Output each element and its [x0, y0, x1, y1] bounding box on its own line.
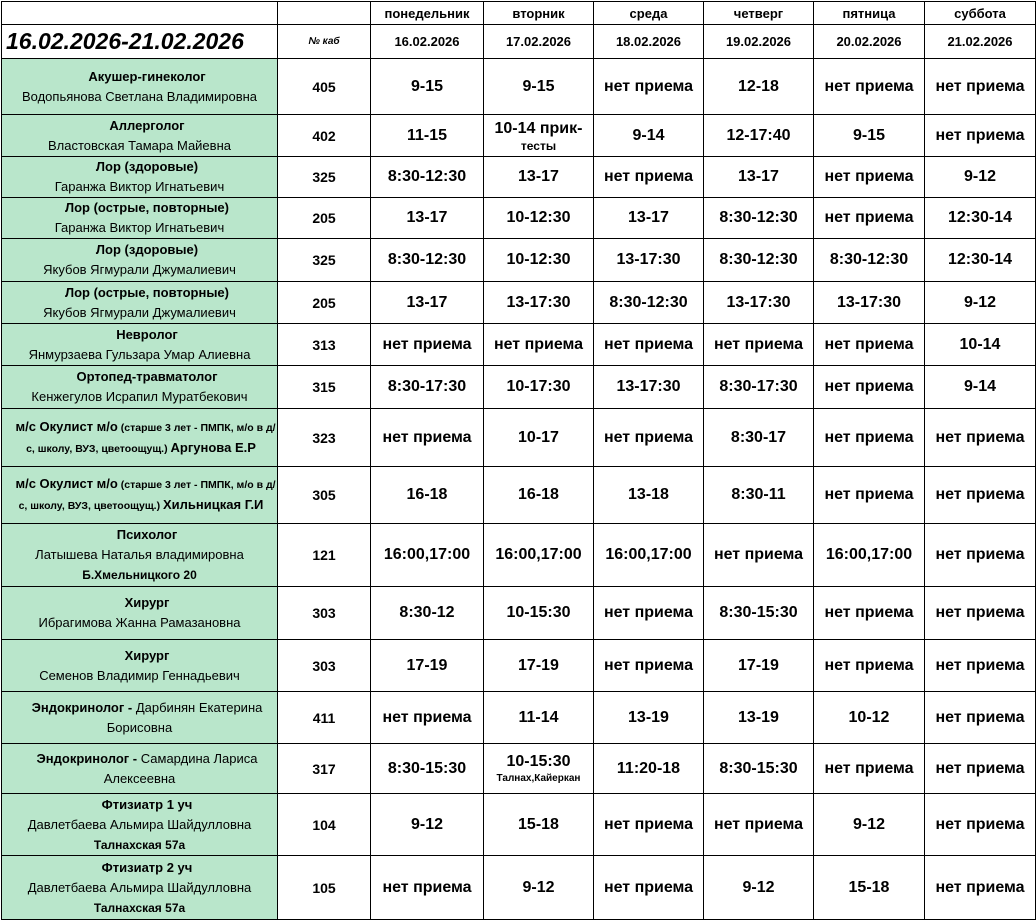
table-row — [2, 366, 1036, 409]
schedule-cell: нет приема — [814, 744, 925, 794]
doctor-cell — [2, 115, 278, 157]
schedule-cell: 10-12:30 — [484, 198, 594, 239]
doctor-name: Дарбинян Екатерина — [135, 699, 263, 715]
schedule-cell: нет приема — [925, 744, 1036, 794]
schedule-cell: 13-18 — [594, 467, 704, 524]
schedule-cell: 10-17 — [484, 409, 594, 467]
schedule-value: 10-15:30 — [506, 753, 571, 770]
schedule-cell: 10-15:30 — [484, 587, 594, 640]
schedule-cell: 17-19 — [484, 640, 594, 692]
cabinet-number: 317 — [278, 744, 371, 794]
schedule-cell: 10-12 — [814, 692, 925, 744]
schedule-cell: 13-17:30 — [484, 282, 594, 324]
table-row — [2, 744, 1036, 794]
specialty: Хирург — [124, 595, 170, 610]
specialty-note: (старше 3 лет - ПМПК, м/о в д/с, школу, ВУЗ, цветоощущ.) — [18, 479, 276, 512]
cabinet-number: 325 — [278, 239, 371, 282]
table-row — [2, 409, 1036, 467]
schedule-cell: 13-17:30 — [704, 282, 814, 324]
schedule-cell: нет приема — [594, 409, 704, 467]
schedule-cell: 8:30-12:30 — [814, 239, 925, 282]
schedule-cell: 16-18 — [484, 467, 594, 524]
schedule-cell: 12-17:40 — [704, 115, 814, 157]
specialty: Психолог — [116, 527, 178, 542]
schedule-cell: 13-17:30 — [594, 239, 704, 282]
doctor-name: Аргунова Е.Р — [170, 439, 256, 455]
doctor-cell — [2, 692, 278, 744]
schedule-cell: 9-12 — [925, 157, 1036, 198]
cabinet-number: 303 — [278, 640, 371, 692]
table-row — [2, 115, 1036, 157]
cabinet-number: 305 — [278, 467, 371, 524]
schedule-cell: 9-15 — [371, 59, 484, 115]
schedule-cell: 17-19 — [704, 640, 814, 692]
schedule-cell: 9-15 — [814, 115, 925, 157]
doctor-name: Давлетбаева Альмира Шайдулловна — [27, 816, 252, 832]
cabinet-number: 323 — [278, 409, 371, 467]
doctor-name: Властовская Тамара Майевна — [48, 137, 231, 153]
specialty: Невролог — [116, 326, 178, 342]
doctor-name: Гаранжа Виктор Игнатьевич — [54, 179, 225, 194]
address: Талнахская 57а — [93, 900, 186, 915]
day-name: суббота — [925, 2, 1036, 25]
schedule-cell: 11-14 — [484, 692, 594, 744]
schedule-cell: 16:00,17:00 — [371, 524, 484, 587]
specialty: Эндокринолог - — [31, 699, 133, 715]
schedule-cell: 9-14 — [925, 366, 1036, 409]
doctor-cell — [2, 524, 278, 587]
address: Талнахская 57а — [93, 837, 186, 852]
schedule-cell: 8:30-12 — [371, 587, 484, 640]
schedule-cell: 10-14 — [925, 324, 1036, 366]
doctor-name: Семенов Владимир Геннадьевич — [39, 667, 240, 683]
schedule-cell: нет приема — [925, 856, 1036, 920]
schedule-cell: 16:00,17:00 — [484, 524, 594, 587]
schedule-cell: нет приема — [814, 409, 925, 467]
schedule-cell: нет приема — [814, 640, 925, 692]
cabinet-number: 205 — [278, 282, 371, 324]
schedule-cell: 10-17:30 — [484, 366, 594, 409]
schedule-cell: 8:30-12:30 — [704, 198, 814, 239]
day-name: среда — [594, 2, 704, 25]
blank-cell — [278, 2, 371, 25]
schedule-cell: 8:30-12:30 — [371, 239, 484, 282]
cabinet-number: 205 — [278, 198, 371, 239]
cabinet-header: № каб — [278, 25, 371, 59]
schedule-cell: нет приема — [704, 524, 814, 587]
schedule-cell: 16-18 — [371, 467, 484, 524]
day-date: 21.02.2026 — [925, 25, 1036, 59]
schedule-cell: 11-15 — [371, 115, 484, 157]
table-row — [2, 282, 1036, 324]
doctor-cell — [2, 467, 278, 524]
doctor-cell — [2, 239, 278, 282]
day-name: понедельник — [371, 2, 484, 25]
schedule-cell: 8:30-12:30 — [594, 282, 704, 324]
schedule-cell: 8:30-15:30 — [704, 744, 814, 794]
table-row — [2, 524, 1036, 587]
specialty: Фтизиатр 2 уч — [101, 859, 193, 875]
doctor-name-cont: Борисовна — [106, 719, 173, 735]
specialty: Аллерголог — [109, 117, 185, 133]
cabinet-number: 121 — [278, 524, 371, 587]
doctor-name: Кенжегулов Исрапил Муратбекович — [31, 389, 248, 404]
specialty: Эндокринолог - — [36, 750, 138, 766]
schedule-cell: нет приема — [925, 467, 1036, 524]
cabinet-number: 402 — [278, 115, 371, 157]
schedule-cell: 16:00,17:00 — [814, 524, 925, 587]
doctor-cell — [2, 640, 278, 692]
schedule-value: 10-14 прик- — [494, 119, 583, 137]
doctor-name: Якубов Ягмурали Джумалиевич — [43, 262, 236, 277]
schedule-cell: нет приема — [814, 157, 925, 198]
schedule-cell: нет приема — [594, 794, 704, 856]
specialty: м/с Окулист м/о — [15, 418, 118, 434]
table-row — [2, 692, 1036, 744]
doctor-cell — [2, 366, 278, 409]
schedule-cell: 9-12 — [814, 794, 925, 856]
doctor-cell — [2, 587, 278, 640]
schedule-cell: нет приема — [371, 324, 484, 366]
schedule-cell: 13-17 — [371, 198, 484, 239]
schedule-cell: 9-12 — [704, 856, 814, 920]
schedule-cell: 13-19 — [594, 692, 704, 744]
table-row — [2, 324, 1036, 366]
specialty: Лор (здоровые) — [95, 159, 199, 174]
specialty-note: (старше 3 лет - ПМПК, м/о в д/с, школу, ВУЗ, цветоощущ.) — [26, 421, 276, 455]
schedule-cell: 10-12:30 — [484, 239, 594, 282]
doctor-cell — [2, 157, 278, 198]
doctor-cell — [2, 794, 278, 856]
table-row — [2, 198, 1036, 239]
doctor-cell — [2, 324, 278, 366]
doctor-name: Латышева Наталья владимировна — [35, 547, 244, 562]
doctor-name: Водопьянова Светлана Владимировна — [21, 88, 258, 104]
header-days-row — [2, 2, 1036, 25]
doctor-cell — [2, 409, 278, 467]
schedule-cell: нет приема — [594, 324, 704, 366]
cabinet-number: 411 — [278, 692, 371, 744]
schedule-cell: 16:00,17:00 — [594, 524, 704, 587]
schedule-cell: 8:30-17:30 — [371, 366, 484, 409]
doctor-name: Янмурзаева Гульзара Умар Алиевна — [28, 346, 251, 362]
schedule-cell: 13-17 — [704, 157, 814, 198]
schedule-cell: 8:30-15:30 — [371, 744, 484, 794]
specialty: Ортопед-травматолог — [76, 369, 218, 384]
table-row — [2, 794, 1036, 856]
doctor-cell — [2, 198, 278, 239]
schedule-cell: 8:30-12:30 — [704, 239, 814, 282]
schedule-cell: нет приема — [594, 640, 704, 692]
doctor-name: Гаранжа Виктор Игнатьевич — [54, 220, 225, 235]
schedule-cell: 15-18 — [484, 794, 594, 856]
cabinet-number: 104 — [278, 794, 371, 856]
schedule-cell: 8:30-17 — [704, 409, 814, 467]
specialty: Лор (острые, повторные) — [64, 284, 229, 300]
schedule-cell: нет приема — [925, 409, 1036, 467]
table-row — [2, 157, 1036, 198]
schedule-cell: нет приема — [594, 587, 704, 640]
cabinet-number: 105 — [278, 856, 371, 920]
schedule-cell: нет приема — [925, 794, 1036, 856]
specialty: Лор (здоровые) — [95, 242, 199, 257]
schedule-cell: 9-14 — [594, 115, 704, 157]
schedule-cell: нет приема — [484, 324, 594, 366]
day-name: пятница — [814, 2, 925, 25]
schedule-cell: 8:30-15:30 — [704, 587, 814, 640]
table-row — [2, 587, 1036, 640]
specialty: Лор (острые, повторные) — [64, 200, 229, 215]
schedule-cell: 13-19 — [704, 692, 814, 744]
cabinet-number: 313 — [278, 324, 371, 366]
schedule-cell: 12:30-14 — [925, 239, 1036, 282]
schedule-cell: нет приема — [814, 324, 925, 366]
schedule-cell: 13-17:30 — [814, 282, 925, 324]
schedule-note: Талнах,Кайеркан — [496, 773, 581, 784]
doctor-cell — [2, 744, 278, 794]
doctor-name: Самардина Лариса — [140, 750, 258, 766]
schedule-cell: 9-12 — [484, 856, 594, 920]
schedule-cell: 12:30-14 — [925, 198, 1036, 239]
schedule-cell: нет приема — [814, 587, 925, 640]
schedule-cell: 13-17 — [484, 157, 594, 198]
schedule-cell: 13-17:30 — [594, 366, 704, 409]
schedule-cell: нет приема — [814, 59, 925, 115]
schedule-cell: нет приема — [925, 115, 1036, 157]
period-title: 16.02.2026-21.02.2026 — [2, 25, 278, 59]
doctor-name: Ибрагимова Жанна Рамазановна — [38, 615, 241, 630]
schedule-cell: 8:30-12:30 — [371, 157, 484, 198]
day-name: четверг — [704, 2, 814, 25]
cabinet-number: 405 — [278, 59, 371, 115]
schedule-cell: нет приема — [594, 856, 704, 920]
schedule-cell: 8:30-11 — [704, 467, 814, 524]
schedule-cell: 9-12 — [925, 282, 1036, 324]
doctor-cell — [2, 282, 278, 324]
header-dates-row — [2, 25, 1036, 59]
table-row — [2, 640, 1036, 692]
day-date: 17.02.2026 — [484, 25, 594, 59]
doctor-cell — [2, 59, 278, 115]
doctor-name: Давлетбаева Альмира Шайдулловна — [27, 879, 252, 895]
schedule-cell: нет приема — [371, 692, 484, 744]
schedule-cell: 17-19 — [371, 640, 484, 692]
specialty: м/с Окулист м/о — [15, 476, 118, 491]
doctor-name: Хильницкая Г.И — [163, 497, 264, 512]
schedule-cell: нет приема — [594, 157, 704, 198]
schedule-cell: 11:20-18 — [594, 744, 704, 794]
doctor-cell — [2, 856, 278, 920]
schedule-cell: нет приема — [594, 59, 704, 115]
schedule-cell: 12-18 — [704, 59, 814, 115]
cabinet-number: 303 — [278, 587, 371, 640]
day-date: 16.02.2026 — [371, 25, 484, 59]
schedule-cell: нет приема — [925, 587, 1036, 640]
schedule-note: тесты — [520, 138, 557, 153]
cabinet-number: 315 — [278, 366, 371, 409]
schedule-cell: нет приема — [704, 794, 814, 856]
schedule-cell — [484, 115, 594, 157]
day-date: 18.02.2026 — [594, 25, 704, 59]
day-date: 19.02.2026 — [704, 25, 814, 59]
schedule-cell: 9-12 — [371, 794, 484, 856]
table-row — [2, 856, 1036, 920]
schedule-cell: 9-15 — [484, 59, 594, 115]
table-row — [2, 59, 1036, 115]
schedule-cell: 15-18 — [814, 856, 925, 920]
address: Б.Хмельницкого 20 — [82, 568, 197, 582]
schedule-table — [1, 1, 1036, 920]
schedule-cell: нет приема — [814, 198, 925, 239]
specialty: Хирург — [124, 647, 170, 663]
blank-cell — [2, 2, 278, 25]
doctor-name: Якубов Ягмурали Джумалиевич — [43, 304, 236, 320]
schedule-cell: 13-17 — [371, 282, 484, 324]
day-date: 20.02.2026 — [814, 25, 925, 59]
day-name: вторник — [484, 2, 594, 25]
schedule-cell: нет приема — [925, 692, 1036, 744]
schedule-cell: нет приема — [814, 366, 925, 409]
table-row — [2, 467, 1036, 524]
schedule-cell: 8:30-17:30 — [704, 366, 814, 409]
schedule-cell — [484, 744, 594, 794]
schedule-cell: нет приема — [814, 467, 925, 524]
specialty: Акушер-гинеколог — [88, 68, 206, 84]
specialty: Фтизиатр 1 уч — [101, 796, 193, 812]
schedule-cell: 13-17 — [594, 198, 704, 239]
schedule-cell: нет приема — [925, 524, 1036, 587]
schedule-cell: нет приема — [704, 324, 814, 366]
cabinet-number: 325 — [278, 157, 371, 198]
schedule-cell: нет приема — [925, 640, 1036, 692]
doctor-name-cont: Алексеевна — [103, 770, 176, 786]
schedule-cell: нет приема — [925, 59, 1036, 115]
schedule-cell: нет приема — [371, 409, 484, 467]
table-row — [2, 239, 1036, 282]
schedule-cell: нет приема — [371, 856, 484, 920]
